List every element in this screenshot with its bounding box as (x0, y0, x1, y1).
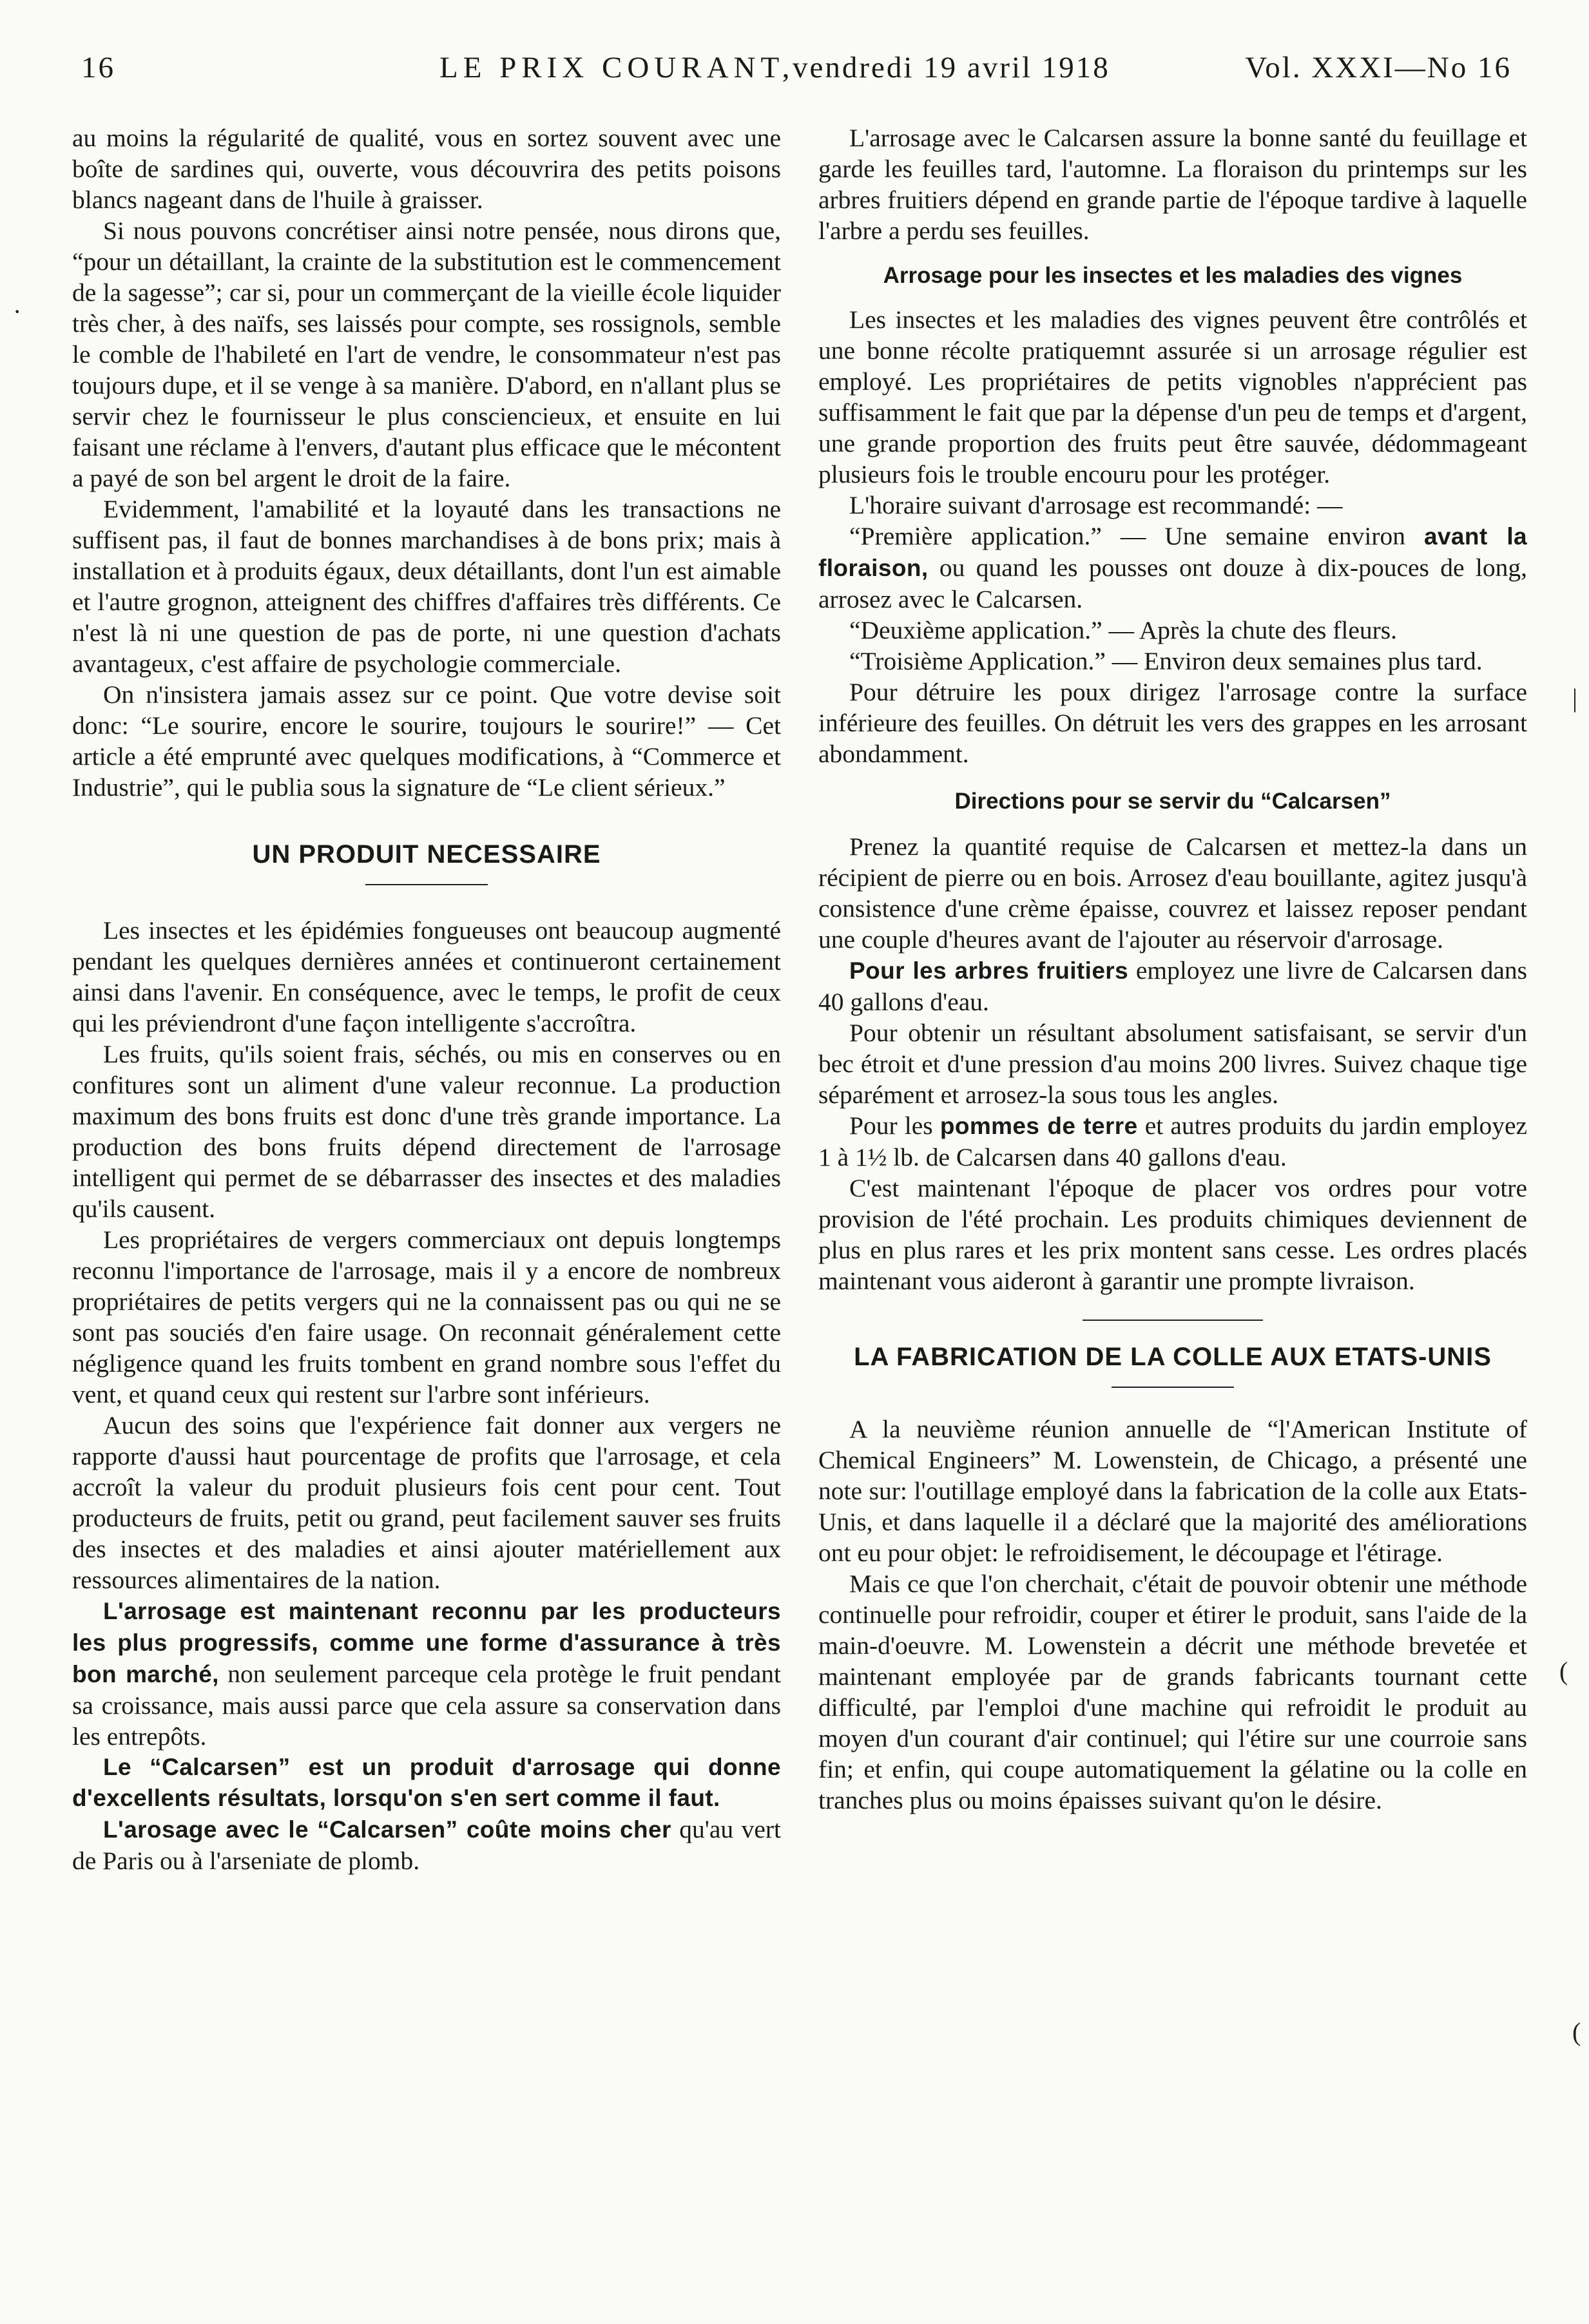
bold-text: Pour les arbres fruitiers (849, 957, 1129, 984)
right-column (818, 122, 1527, 1816)
issue-date: vendredi 19 avril 1918 (793, 51, 1110, 84)
paragraph: Pour obtenir un résultant absolument satisfaisant, se servir d'un bec étroit et d'une pression d'au moins 200 livres. Suivez chaque tige séparément et arrosez-la sous tous les angles. (818, 1019, 1527, 1109)
text: et autres produits du jardin employez 1 à 1½ lb. de Calcarsen dans 40 gallons d'eau. (818, 1111, 1528, 1171)
section-heading: Arrosage pour les insectes et les maladies des vignes (883, 263, 1463, 288)
paragraph: “Deuxième application.” — Après la chute des fleurs. (849, 616, 1398, 644)
section-heading: UN PRODUIT NECESSAIRE (252, 840, 601, 869)
paragraph: C'est maintenant l'époque de placer vos ordres pour votre provision de l'été prochain. Les produits chimiques deviennent de plus en plus rares et les prix montent sans cesse. Les ordres placés maintenant vous aideront à garantir une prompte livraison. (818, 1174, 1527, 1295)
paragraph: Les propriétaires de vergers commerciaux ont depuis longtemps reconnu l'importance de l'arrosage, mais il y a encore de nombreux propriétaires de petits vergers qui ne la connaissent pas ou qui ne se sont pas souciés d'en faire usage. On reconnait généralement cette négligence quand les fruits tombent en grand nombre sous l'effet du vent, et quand ceux qui restent sur l'arbre sont inférieurs. (72, 1225, 781, 1408)
paragraph (818, 1110, 1527, 1173)
left-column (72, 122, 781, 1876)
paragraph: Aucun des soins que l'expérience fait donner aux vergers ne rapporte d'aussi haut pourcentage de profits que l'arrosage, et cela accroît la valeur du produit plusieurs fois cent pour cent. Tout producteurs de fruits, petit ou grand, peut facilement sauver ses fruits des insectes et des maladies et ainsi ajouter matériellement aux ressources alimentaires de la nation. (72, 1411, 781, 1594)
paragraph: L'horaire suivant d'arrosage est recommandé: — (849, 491, 1343, 519)
paragraph: Les insectes et les maladies des vignes peuvent être contrôlés et une bonne récolte pratiquemnt assurée si un arrosage régulier est employé. Les propriétaires de petits vignobles n'apprécient pas suffisamment le fait que par la dépense d'un peu de temps et d'argent, une grande proportion des fruits peut être sauvée, dédommageant plusieurs fois le trouble encouru pour les protéger. (818, 305, 1527, 488)
bold-paragraph: Le “Calcarsen” est un produit d'arrosage qui donne d'excellents résultats, lorsqu'on s'en sert comme il faut. (72, 1754, 781, 1811)
publication-title: LE PRIX COURANT, (439, 51, 795, 84)
paragraph: “Troisième Application.” — Environ deux semaines plus tard. (849, 647, 1483, 675)
paragraph: Pour détruire les poux dirigez l'arrosage contre la surface inférieure des feuilles. On détruit les vers des grappes en les arrosant abondamment. (818, 678, 1527, 768)
paragraph: Les fruits, qu'ils soient frais, séchés, ou mis en conserves ou en confitures sont un aliment d'une valeur reconnue. La production maximum des bons fruits est donc d'une très grande importance. La production des bons fruits dépend directement de l'arrosage intelligent qui permet de se débarrasser des insectes et des maladies qu'ils causent. (72, 1040, 781, 1223)
bold-text: L'arosage avec le “Calcarsen” coûte moins cher (103, 1816, 671, 1843)
page-number: 16 (81, 51, 115, 84)
paragraph: L'arrosage avec le Calcarsen assure la bonne santé du feuillage et garde les feuilles tard, l'automne. La floraison du printemps sur les arbres fruitiers dépend en grande partie de l'époque tardive à laquelle l'arbre a perdu ses feuilles. (818, 124, 1527, 245)
paragraph (72, 1814, 781, 1876)
paragraph: A la neuvième réunion annuelle de “l'American Institute of Chemical Engineers” M. Lowenstein, de Chicago, a présenté une note sur: l'outillage employé dans la fabrication de la colle aux Etats-Unis, et dans laquelle il a déclaré que la majorité des améliorations ont eu pour objet: le refroidisement, le découpage et l'étirage. (818, 1415, 1527, 1567)
section-heading: Directions pour se servir du “Calcarsen” (954, 789, 1391, 814)
page-header (45, 50, 1544, 95)
paragraph: au moins la régularité de qualité, vous en sortez souvent avec une boîte de sardines qui, ouverte, vous découvrira des petits poisons blancs nageant dans de l'huile à graisser. (72, 124, 781, 214)
text: ou quand les pousses ont douze à dix-pouces de long, arrosez avec le Calcarsen. (818, 553, 1527, 613)
paragraph (72, 1595, 781, 1752)
paragraph: Mais ce que l'on cherchait, c'était de pouvoir obtenir une méthode continuelle pour refroidir, couper et étirer le produit, sans l'aide de la main-d'oeuvre. M. Lowenstein a décrit une méthode brevetée et maintenant employée par de grands fabricants tournant cette difficulté, par l'emploi d'une machine qui refroidit le produit au moyen d'un courant d'air continuel; qui l'étire sur une courroie sans fin; et enfin, qui coupe automatiquement la gélatine ou la colle en tranches plus ou moins épaisses suivant qu'on le désire. (818, 1570, 1527, 1814)
paragraph (818, 955, 1527, 1017)
volume-number: Vol. XXXI—No 16 (1245, 51, 1512, 84)
text: non seulement parceque cela protège le fruit pendant sa croissance, mais aussi parce que cela assure sa conservation dans les entrepôts. (72, 1660, 781, 1751)
margin-mark: ( (1559, 1657, 1568, 1685)
margin-tick: | (1572, 684, 1578, 713)
margin-dot: · (13, 297, 22, 326)
text: employez une livre de Calcarsen dans 40 gallons d'eau. (818, 956, 1527, 1016)
text: qu'au vert de Paris ou à l'arseniate de plomb. (72, 1815, 781, 1875)
section-heading: LA FABRICATION DE LA COLLE AUX ETATS-UNIS (854, 1343, 1492, 1371)
text: Pour les (849, 1111, 940, 1140)
text: “Première application.” — Une semaine environ (849, 522, 1424, 550)
paragraph: Si nous pouvons concrétiser ainsi notre pensée, nous dirons que, “pour un détaillant, la crainte de la substitution est le commencement de la sagesse”; car si, pour un commerçant de la vieille école liquider très cher, à des naïfs, ses laissés pour compte, ses rossignols, semble le comble de l'habileté en l'art de vendre, le consommateur n'est pas toujours dupe, et il se venge à sa manière. D'abord, en n'allant plus se servir chez le fournisseur le plus consciencieux, et ensuite en lui faisant une réclame à l'envers, d'autant plus efficace que le mécontent a payé de son bel argent le droit de la faire. (72, 216, 781, 492)
bold-text: pommes de terre (939, 1113, 1138, 1139)
bold-text: avant la floraison, (818, 523, 1527, 581)
paragraph: On n'insistera jamais assez sur ce point. Que votre devise soit donc: “Le sourire, encore le sourire, toujours le sourire!” — Cet article a été emprunté avec quelques modifications, à “Commerce et Industrie”, qui le publia sous la signature de “Le client sérieux.” (72, 680, 781, 802)
paragraph (818, 521, 1527, 615)
paragraph: Les insectes et les épidémies fongueuses ont beaucoup augmenté pendant les quelques dernières années et continueront certainement ainsi dans l'avenir. En conséquence, avec le temps, le profit de ceux qui les préviendront d'une façon intelligente s'accroîtra. (72, 916, 781, 1037)
bold-text: L'arrosage est maintenant reconnu par les producteurs les plus progressifs, comme une forme d'assurance à très bon marché, (72, 1598, 781, 1687)
paragraph: Evidemment, l'amabilité et la loyauté dans les transactions ne suffisent pas, il faut de bonnes marchandises à de bons prix; mais à installation et à produits égaux, deux détaillants, dont l'un est aimable et l'autre grognon, atteignent des chiffres d'affaires très différents. Ce n'est là ni une question de pas de porte, ni une question d'achats avantageux, c'est affaire de psychologie commerciale. (72, 495, 781, 678)
margin-mark: ( (1572, 2017, 1581, 2046)
paragraph: Prenez la quantité requise de Calcarsen et mettez-la dans un récipient de pierre ou en bois. Arrosez d'eau bouillante, agitez jusqu'à consistence d'une crème épaisse, couvrez et laissez reposer pendant une couple d'heures avant de l'ajouter au réservoir d'arrosage. (818, 832, 1527, 954)
